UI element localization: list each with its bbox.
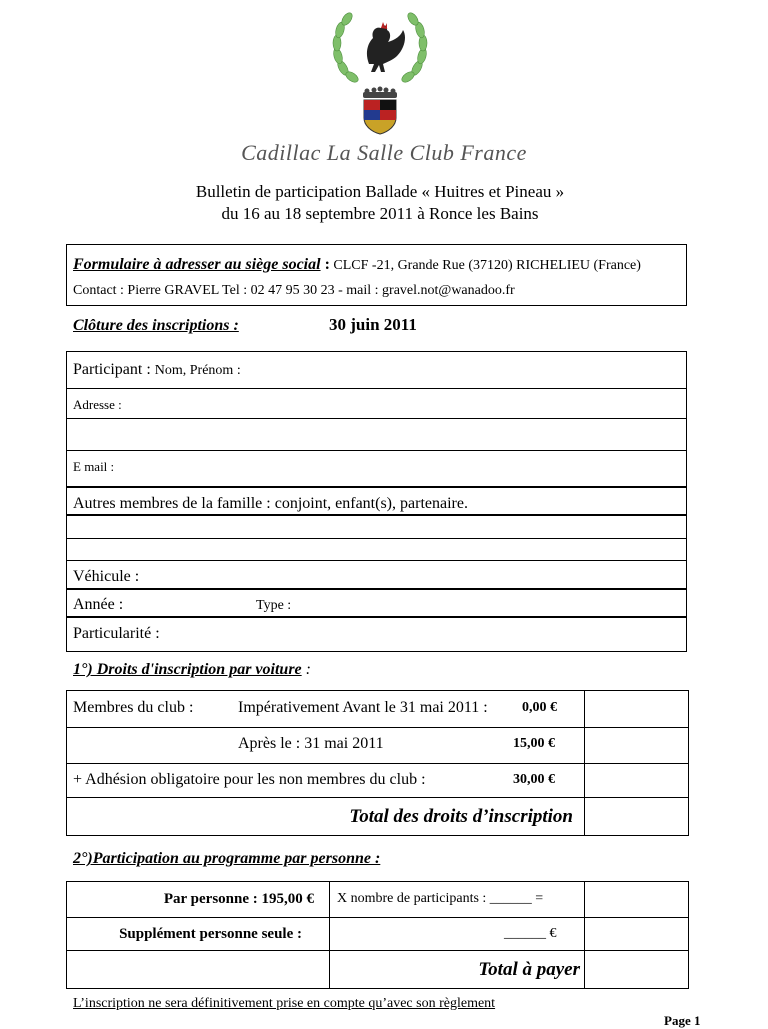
address-label: Formulaire à adresser au siège social xyxy=(73,256,321,273)
par-personne-price: 195,00 € xyxy=(261,891,314,907)
deadline-label: Clôture des inscriptions : xyxy=(73,317,239,334)
programme-row-total xyxy=(67,950,688,990)
membres-label: Membres du club : xyxy=(73,699,194,716)
total-payer-label: Total à payer xyxy=(478,959,580,980)
address-label-colon: : xyxy=(320,256,330,273)
contact-text: Contact : Pierre GRAVEL Tel : 02 47 95 30 23 - mail : gravel.not@wanadoo.fr xyxy=(73,283,515,298)
supplement-label: Supplément personne seule : xyxy=(119,926,302,942)
fees-row-adhesion xyxy=(67,763,688,797)
footer-note: L’inscription ne sera définitivement prise en compte qu’avec son règlement xyxy=(73,996,496,1011)
par-personne-label: Par personne : xyxy=(163,891,262,907)
x-nombre-participants[interactable]: X nombre de participants : ______ = xyxy=(337,891,544,906)
participant-sub-label: Nom, Prénom : xyxy=(154,363,241,378)
fees-row-after xyxy=(67,727,688,763)
fees-row-total xyxy=(67,797,688,837)
supplement-blank[interactable]: ______ € xyxy=(504,926,557,941)
page-number: Page 1 xyxy=(664,1013,701,1028)
email-label: E mail : xyxy=(73,459,115,474)
apres-label: Après le : 31 mai 2011 xyxy=(238,735,384,752)
particularite-field[interactable] xyxy=(67,616,686,652)
address-text: CLCF -21, Grande Rue (37120) RICHELIEU (France) xyxy=(333,258,641,273)
price-before: 0,00 € xyxy=(522,700,557,715)
adresse-label: Adresse : xyxy=(73,397,122,412)
famille-label: Autres membres de la famille : conjoint, enfant(s), partenaire. xyxy=(73,495,468,512)
vehicule-field[interactable] xyxy=(67,560,686,588)
participant-label: Participant : xyxy=(73,361,151,378)
par-personne-cell xyxy=(164,891,314,908)
annee-type-field[interactable] xyxy=(67,588,686,616)
price-after: 15,00 € xyxy=(513,736,555,751)
type-label: Type : xyxy=(256,598,292,613)
form-title: Bulletin de participation Ballade « Huitres et Pineau » xyxy=(195,182,565,201)
address-box xyxy=(66,244,687,306)
section1-heading-wrap xyxy=(73,661,311,679)
famille-line-2[interactable] xyxy=(67,538,686,560)
section2-heading: 2°)Participation au programme par personne : xyxy=(73,850,381,867)
rooster-icon xyxy=(367,22,405,72)
price-adhesion: 30,00 € xyxy=(513,772,555,787)
programme-row-supplement xyxy=(67,917,688,950)
imperativement-label: Impérativement Avant le 31 mai 2011 : xyxy=(238,699,488,716)
email-field[interactable] xyxy=(67,450,686,486)
particularite-label: Particularité : xyxy=(73,625,160,642)
adhesion-label: + Adhésion obligatoire pour les non membres du club : xyxy=(73,771,426,788)
fees-table xyxy=(66,690,689,836)
section1-heading-colon: : xyxy=(301,661,311,678)
famille-line-1[interactable] xyxy=(67,514,686,538)
adresse-field[interactable] xyxy=(67,388,686,418)
participant-form xyxy=(66,351,687,652)
fees-total-label: Total des droits d’inscription xyxy=(349,806,573,827)
programme-table xyxy=(66,881,689,989)
club-logo xyxy=(325,6,435,136)
deadline-date: 30 juin 2011 xyxy=(329,315,417,334)
vehicule-label: Véhicule : xyxy=(73,568,140,585)
famille-field[interactable] xyxy=(67,486,686,514)
section1-heading: 1°) Droits d'inscription par voiture xyxy=(73,661,302,678)
form-subtitle: du 16 au 18 septembre 2011 à Ronce les Bains xyxy=(221,204,539,223)
club-name-script: Cadillac La Salle Club France xyxy=(241,140,527,165)
crest-icon xyxy=(363,87,397,135)
adresse-field-line2[interactable] xyxy=(67,418,686,450)
annee-label: Année : xyxy=(73,596,124,613)
